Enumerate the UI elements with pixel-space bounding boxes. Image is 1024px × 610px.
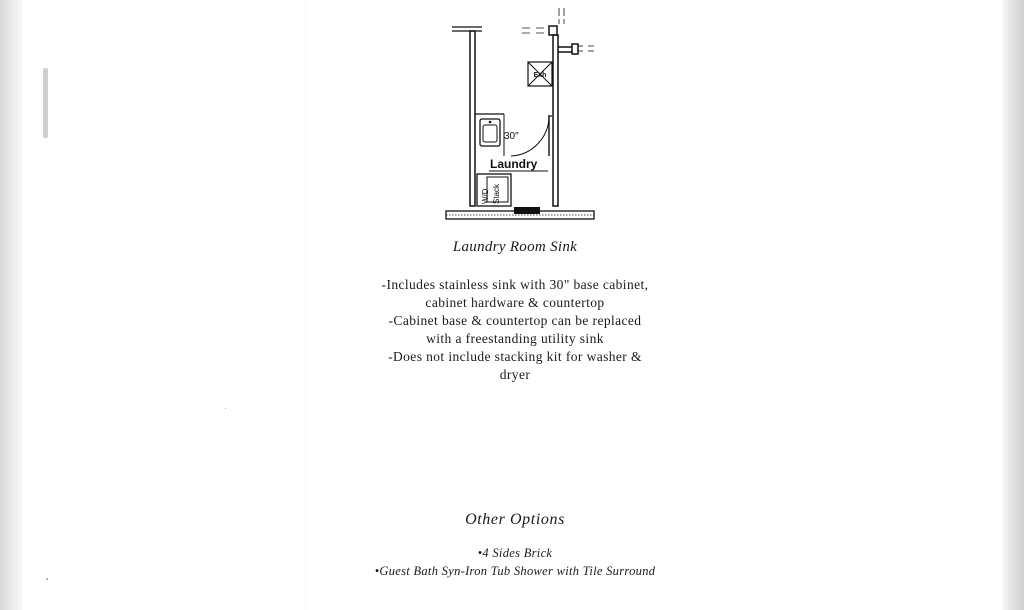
wall-post (572, 44, 578, 54)
room-label: Laundry (490, 157, 538, 171)
option-item: •Guest Bath Syn-Iron Tub Shower with Tile Surround (374, 564, 656, 578)
page-fold (305, 0, 306, 610)
scan-speck (46, 578, 48, 580)
description-line: -Cabinet base & countertop can be replaced (388, 313, 642, 328)
sink-basin (483, 125, 497, 142)
scan-mark (43, 68, 48, 138)
sink-dimension-label: 30" (504, 131, 519, 142)
scan-edge-left (0, 0, 22, 610)
feature-description (330, 276, 700, 384)
other-options-heading: Other Options (465, 511, 565, 528)
exhaust-label: Exh (533, 72, 547, 79)
other-options-list (330, 544, 700, 580)
threshold (514, 207, 540, 214)
dashed-wall-extension (522, 28, 544, 33)
description-line: -Includes stainless sink with 30" base cabinet, (381, 277, 649, 292)
scan-speck (225, 408, 226, 409)
wall-post (549, 26, 557, 35)
faucet-icon (489, 121, 492, 124)
option-item: •4 Sides Brick (477, 546, 553, 560)
laundry-floorplan (444, 6, 600, 224)
description-line: with a freestanding utility sink (426, 331, 604, 346)
scan-edge-right (1002, 0, 1024, 610)
washer-dryer-label: W/D (481, 188, 490, 204)
right-wall (553, 35, 558, 206)
floorplan-caption: Laundry Room Sink (452, 239, 578, 255)
description-line: dryer (499, 367, 531, 382)
description-line: cabinet hardware & countertop (425, 295, 605, 310)
description-line: -Does not include stacking kit for washer & (388, 349, 642, 364)
left-wall (470, 31, 475, 206)
washer-dryer-label: Stack (492, 183, 501, 204)
